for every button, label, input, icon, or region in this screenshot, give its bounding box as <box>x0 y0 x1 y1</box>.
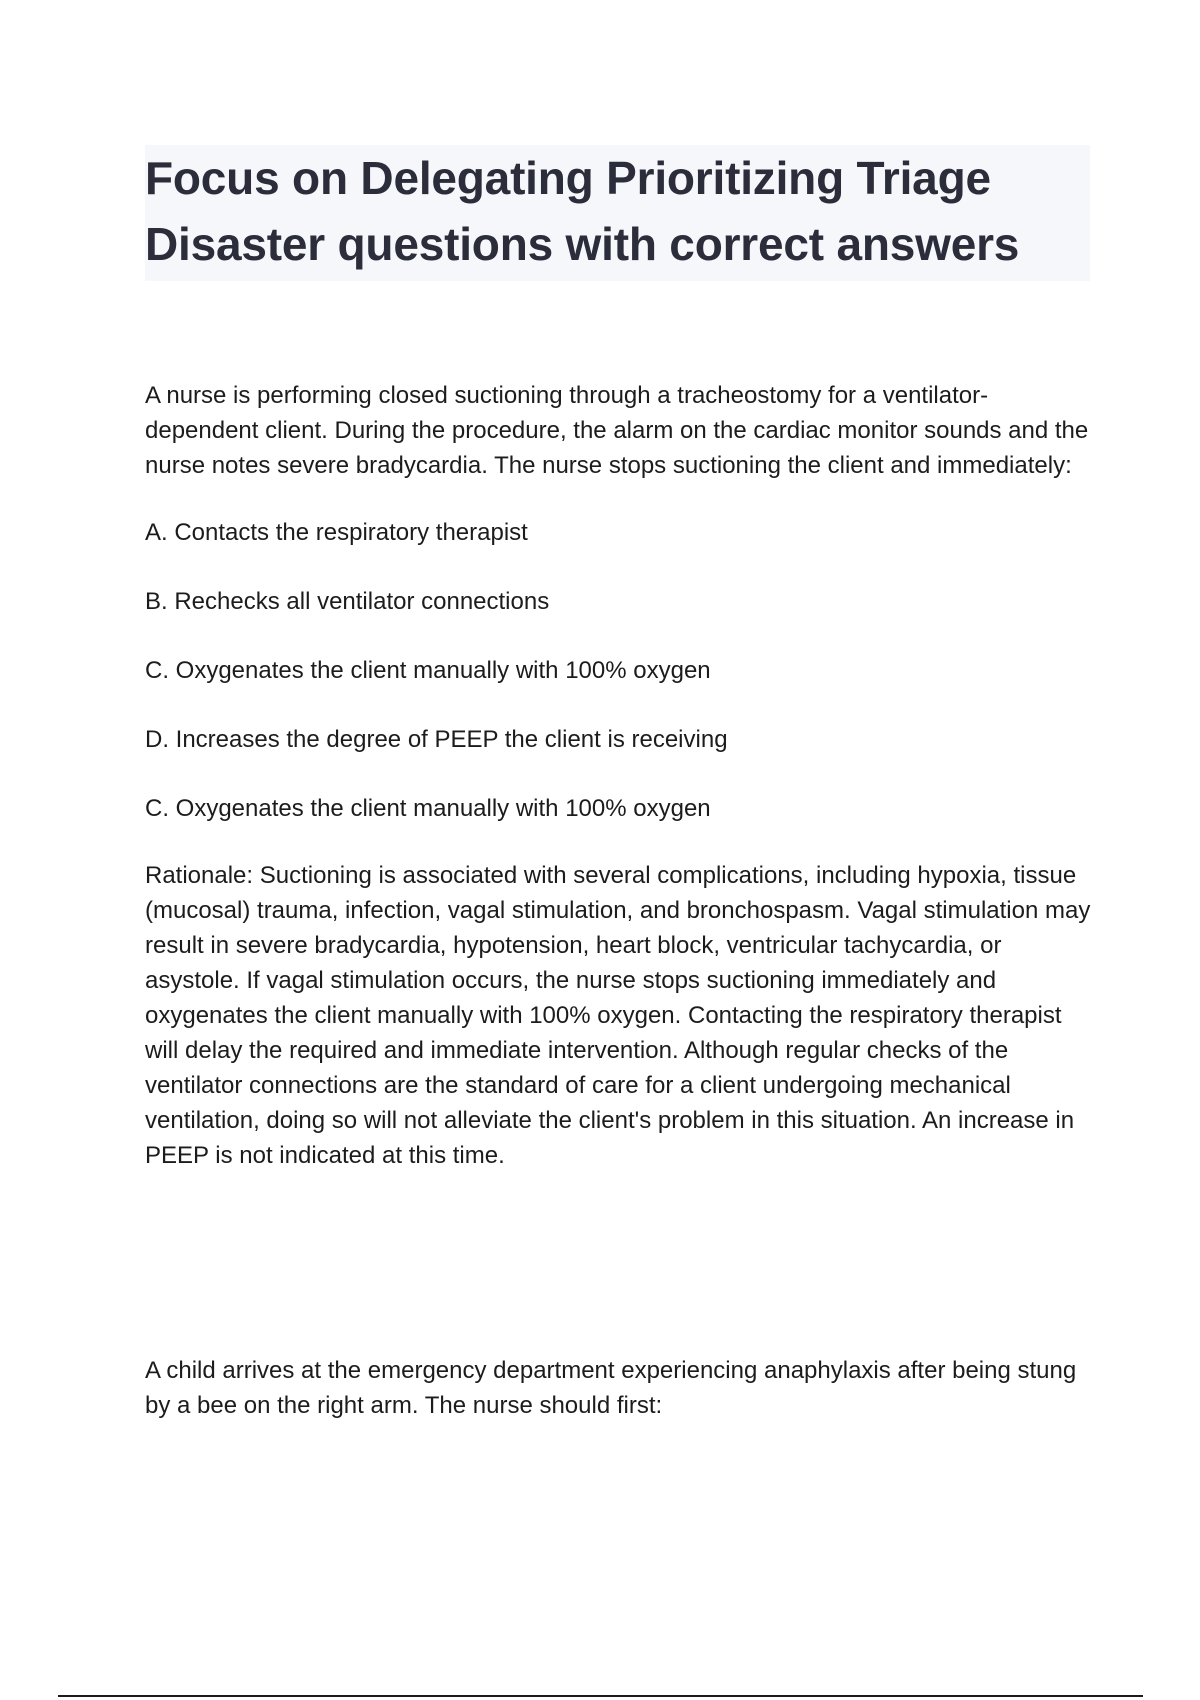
document-title: Focus on Delegating Prioritizing Triage Disaster questions with correct answers <box>145 152 1020 270</box>
answer-option-d: D. Increases the degree of PEEP the client is receiving <box>145 726 728 753</box>
question-block-1 <box>145 378 1100 1173</box>
rationale-text: Rationale: Suctioning is associated with several complications, including hypoxia, tissue (mucosal) trauma, infection, vagal stimulation, and bronchospasm. Vagal stimulation may result in severe bradycardia, hypotension, heart block, ventricular tachycardia, or asystole. If vagal stimulation occurs, the nurse stops suctioning immediately and oxygenates the client manually with 100% oxygen. Contacting the respiratory therapist will delay the required and immediate intervention. Although regular checks of the ventilator connections are the standard of care for a client undergoing mechanical ventilation, doing so will not alleviate the client's problem in this situation. An increase in PEEP is not indicated at this time. <box>145 862 1091 1169</box>
correct-answer: C. Oxygenates the client manually with 100% oxygen <box>145 795 711 822</box>
title-box <box>145 145 1090 281</box>
answer-option-b: B. Rechecks all ventilator connections <box>145 588 550 615</box>
footer-divider <box>58 1695 1143 1697</box>
answer-option-c: C. Oxygenates the client manually with 100% oxygen <box>145 657 711 684</box>
answer-option-a: A. Contacts the respiratory therapist <box>145 519 528 546</box>
question-stem-2: A child arrives at the emergency department experiencing anaphylaxis after being stung by a bee on the right arm. The nurse should first: <box>145 1357 1077 1419</box>
question-stem: A nurse is performing closed suctioning through a tracheostomy for a ventilator-dependent client. During the procedure, the alarm on the cardiac monitor sounds and the nurse notes severe bradycardia. The nurse stops suctioning the client and immediately: <box>145 382 1089 479</box>
